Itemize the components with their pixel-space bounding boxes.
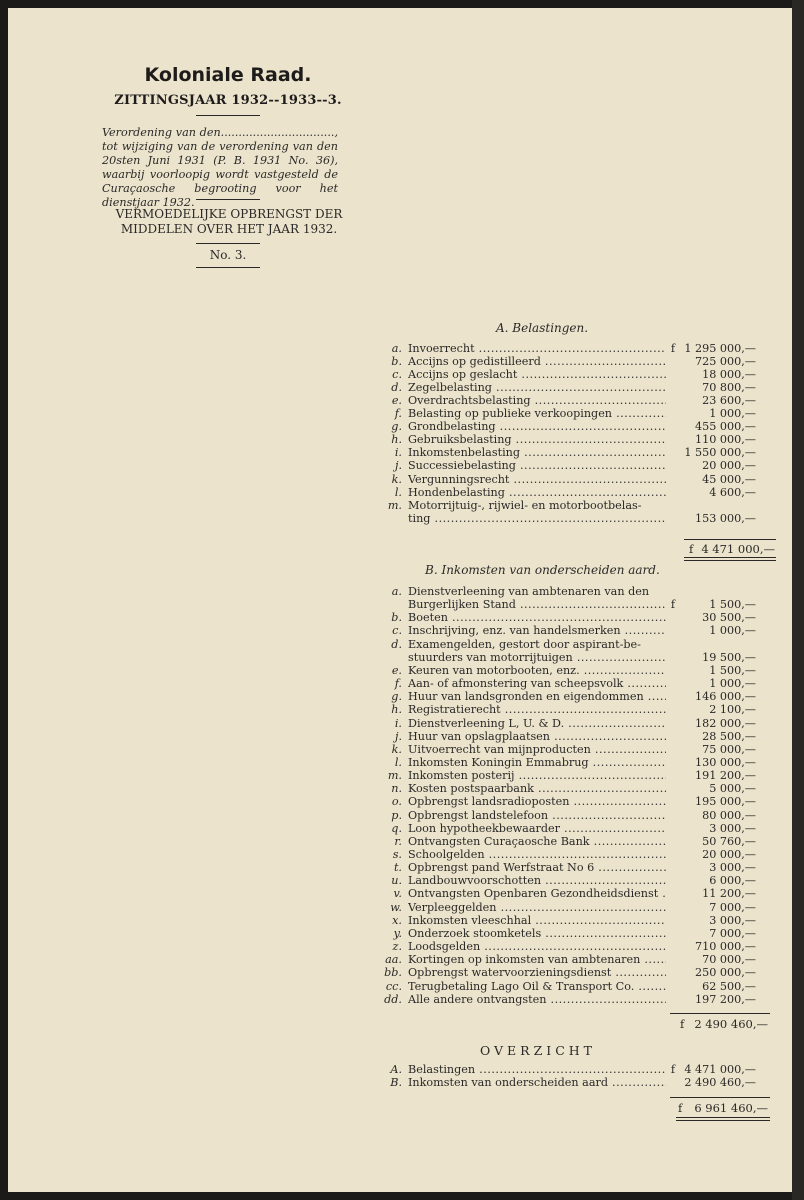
grand-total-currency: f bbox=[678, 1101, 683, 1115]
divider bbox=[196, 267, 260, 268]
list-item bbox=[380, 446, 760, 459]
item-amount: 23 600,— bbox=[702, 394, 756, 408]
item-label: Hondenbelasting ..... bbox=[408, 486, 666, 499]
item-letter: o. bbox=[391, 795, 402, 809]
item-letter: d. bbox=[391, 381, 402, 395]
item-label: ting ..... bbox=[408, 512, 666, 525]
item-label: Onderzoek stoomketels ..... bbox=[408, 927, 666, 940]
list-item bbox=[380, 624, 760, 637]
list-item bbox=[380, 809, 760, 822]
total-double-rule bbox=[676, 1120, 770, 1121]
item-label: Motorrijtuig-, rijwiel- en motorbootbelas- bbox=[408, 498, 642, 512]
list-item bbox=[380, 874, 760, 887]
item-amount: 153 000,— bbox=[694, 511, 756, 525]
item-label: Opbrengst landsradioposten ..... bbox=[408, 795, 666, 808]
item-letter: b. bbox=[391, 355, 402, 369]
list-item bbox=[380, 394, 760, 407]
item-letter: l. bbox=[394, 755, 402, 769]
item-letter: cc. bbox=[385, 979, 402, 993]
section-b-total-currency: f bbox=[680, 1017, 685, 1031]
item-label: Opbrengst pand Werfstraat No 6 ..... bbox=[408, 861, 666, 874]
item-letter: c. bbox=[392, 624, 402, 638]
list-item bbox=[380, 638, 760, 651]
item-letter: m. bbox=[387, 769, 402, 783]
item-letter: z. bbox=[392, 940, 402, 954]
item-amount: 45 000,— bbox=[702, 472, 756, 486]
item-letter: dd. bbox=[384, 992, 402, 1006]
item-amount: 5 000,— bbox=[709, 782, 756, 796]
item-label: Keuren van motorbooten, enz. ..... bbox=[408, 664, 666, 677]
item-label: stuurders van motorrijtuigen ..... bbox=[408, 651, 666, 664]
item-letter: k. bbox=[391, 742, 402, 756]
item-amount: 130 000,— bbox=[694, 755, 756, 769]
item-label: Inkomsten van onderscheiden aard ..... bbox=[408, 1076, 666, 1089]
item-letter: a. bbox=[391, 585, 402, 598]
item-label: Loodsgelden ..... bbox=[408, 940, 666, 953]
item-label: Accijns op gedistilleerd ..... bbox=[408, 355, 666, 368]
list-item bbox=[380, 459, 760, 472]
total-double-rule bbox=[684, 560, 776, 561]
section-b-title: B. Inkomsten van onderscheiden aard. bbox=[425, 563, 660, 577]
item-label: Invoerrecht ..... bbox=[408, 342, 666, 355]
item-letter: a. bbox=[391, 342, 402, 355]
item-label: Accijns op geslacht ..... bbox=[408, 368, 666, 381]
list-item bbox=[380, 795, 760, 808]
item-amount: 182 000,— bbox=[694, 716, 756, 730]
item-amount: 1 500,— bbox=[709, 663, 756, 677]
item-label: Vergunningsrecht ..... bbox=[408, 473, 666, 486]
item-amount: 50 760,— bbox=[702, 834, 756, 848]
section-a-total-currency: f bbox=[689, 542, 694, 556]
item-label: Gebruiksbelasting ..... bbox=[408, 433, 666, 446]
item-label: Ontvangsten Curaçaosche Bank ..... bbox=[408, 835, 666, 848]
list-item bbox=[380, 499, 760, 512]
ordinance-description: Verordening van den................................, tot wijziging van de verordening van den 20sten Juni 1931 (P. B. 1931 No. 36), waarbij voorloopig wordt vastgesteld de Curaçaosche begrooting voor het dienstjaar 1932. bbox=[102, 126, 338, 209]
grand-total-amount: 6 961 460,— bbox=[694, 1101, 768, 1115]
list-item bbox=[380, 848, 760, 861]
page-edge bbox=[792, 0, 804, 1200]
list-item bbox=[380, 756, 760, 769]
item-amount: 80 000,— bbox=[702, 808, 756, 822]
item-letter: i. bbox=[394, 716, 402, 730]
list-item bbox=[380, 407, 760, 420]
item-amount: 30 500,— bbox=[702, 611, 756, 625]
page-title: Koloniale Raad. bbox=[144, 64, 312, 86]
item-amount: 1 295 000,— bbox=[684, 342, 756, 355]
list-item bbox=[380, 966, 760, 979]
list-item bbox=[380, 1063, 760, 1076]
item-amount: 20 000,— bbox=[702, 459, 756, 473]
item-amount: 4 471 000,— bbox=[684, 1063, 756, 1076]
list-item bbox=[380, 703, 760, 716]
item-amount: 7 000,— bbox=[709, 900, 756, 914]
overview-title: OVERZICHT bbox=[480, 1043, 597, 1058]
session-year: ZITTINGSJAAR 1932--1933--3. bbox=[114, 93, 342, 108]
item-amount: 28 500,— bbox=[702, 729, 756, 743]
item-amount: 19 500,— bbox=[702, 650, 756, 664]
item-label: Huur van landsgronden en eigendommen ..... bbox=[408, 690, 666, 703]
list-item bbox=[380, 993, 760, 1006]
list-item bbox=[380, 835, 760, 848]
item-letter: b. bbox=[391, 611, 402, 625]
list-item bbox=[380, 512, 760, 525]
total-double-rule bbox=[684, 557, 776, 558]
list-item bbox=[380, 980, 760, 993]
item-amount: 18 000,— bbox=[702, 368, 756, 382]
section-b-total-amount: 2 490 460,— bbox=[694, 1017, 768, 1031]
section-a-title: A. Belastingen. bbox=[496, 321, 589, 335]
item-letter: f. bbox=[394, 677, 402, 691]
item-amount: 2 100,— bbox=[709, 703, 756, 717]
item-label: Zegelbelasting ..... bbox=[408, 381, 666, 394]
item-label: Verpleeggelden ..... bbox=[408, 901, 666, 914]
item-letter: f. bbox=[394, 407, 402, 421]
item-label: Dienstverleening L, U. & D. ..... bbox=[408, 717, 666, 730]
list-item bbox=[380, 355, 760, 368]
item-letter: bb. bbox=[384, 966, 402, 980]
list-item bbox=[380, 598, 760, 611]
list-item bbox=[380, 677, 760, 690]
item-label: Grondbelasting ..... bbox=[408, 420, 666, 433]
item-letter: u. bbox=[391, 874, 402, 888]
list-item bbox=[380, 730, 760, 743]
list-item bbox=[380, 486, 760, 499]
item-letter: v. bbox=[393, 887, 402, 901]
list-item bbox=[380, 769, 760, 782]
item-letter: p. bbox=[391, 808, 402, 822]
list-item bbox=[380, 381, 760, 394]
list-item bbox=[380, 887, 760, 900]
item-label: Opbrengst watervoorzieningsdienst ..... bbox=[408, 966, 666, 979]
heading-line-1: VERMOEDELIJKE OPBRENGST DER bbox=[115, 207, 343, 221]
item-label: Belastingen ..... bbox=[408, 1063, 666, 1076]
subtotal-rule bbox=[684, 539, 776, 540]
section-heading bbox=[100, 207, 358, 237]
item-letter: r. bbox=[394, 834, 402, 848]
item-letter: m. bbox=[387, 498, 402, 512]
list-item bbox=[380, 743, 760, 756]
item-label: Inkomsten Koningin Emmabrug ..... bbox=[408, 756, 666, 769]
item-currency: f bbox=[670, 598, 676, 612]
subtotal-rule bbox=[670, 1013, 770, 1014]
item-label: Uitvoerrecht van mijnproducten ..... bbox=[408, 743, 666, 756]
item-amount: 70 000,— bbox=[702, 953, 756, 967]
item-letter: h. bbox=[391, 703, 402, 717]
item-amount: 75 000,— bbox=[702, 742, 756, 756]
item-label: Kosten postspaarbank ..... bbox=[408, 782, 666, 795]
divider bbox=[196, 199, 260, 200]
list-item bbox=[380, 822, 760, 835]
item-label: Terugbetaling Lago Oil & Transport Co. ..... bbox=[408, 980, 666, 993]
item-label: Schoolgelden ..... bbox=[408, 848, 666, 861]
item-label: Opbrengst landstelefoon ..... bbox=[408, 809, 666, 822]
item-amount: 110 000,— bbox=[694, 433, 756, 447]
item-letter: j. bbox=[394, 729, 402, 743]
item-label: Ontvangsten Openbaren Gezondheidsdienst ..... bbox=[408, 887, 666, 900]
divider bbox=[196, 115, 260, 116]
list-item bbox=[380, 690, 760, 703]
list-item bbox=[380, 651, 760, 664]
item-label: Alle andere ontvangsten ..... bbox=[408, 993, 666, 1006]
item-amount: 2 490 460,— bbox=[684, 1076, 756, 1090]
item-amount: 191 200,— bbox=[694, 769, 756, 783]
item-amount: 1 000,— bbox=[709, 624, 756, 638]
item-letter: s. bbox=[392, 848, 402, 861]
list-item bbox=[380, 927, 760, 940]
item-letter: k. bbox=[391, 472, 402, 486]
list-item bbox=[380, 717, 760, 730]
section-a-total-amount: 4 471 000,— bbox=[701, 542, 775, 556]
item-amount: 725 000,— bbox=[694, 355, 756, 369]
list-item bbox=[380, 914, 760, 927]
item-letter: B. bbox=[390, 1076, 402, 1090]
list-item bbox=[380, 585, 760, 598]
item-label: Boeten ..... bbox=[408, 611, 666, 624]
list-item bbox=[380, 420, 760, 433]
item-letter: d. bbox=[391, 637, 402, 651]
list-item bbox=[380, 953, 760, 966]
item-letter: g. bbox=[391, 420, 402, 434]
divider bbox=[196, 243, 260, 244]
item-amount: 70 800,— bbox=[702, 381, 756, 395]
item-letter: h. bbox=[391, 433, 402, 447]
item-label: Kortingen op inkomsten van ambtenaren ..... bbox=[408, 953, 666, 966]
list-item bbox=[380, 342, 760, 355]
item-letter: x. bbox=[392, 913, 402, 927]
item-label: Aan- of afmonstering van scheepsvolk ..... bbox=[408, 677, 666, 690]
item-currency: f bbox=[670, 342, 676, 355]
item-label: Inkomsten vleeschhal ..... bbox=[408, 914, 666, 927]
list-item bbox=[380, 1076, 760, 1089]
item-amount: 1 550 000,— bbox=[684, 446, 756, 460]
subtotal-rule bbox=[670, 1097, 770, 1098]
item-amount: 3 000,— bbox=[709, 821, 756, 835]
item-letter: l. bbox=[394, 485, 402, 499]
item-amount: 6 000,— bbox=[709, 874, 756, 888]
item-letter: e. bbox=[391, 394, 402, 408]
item-letter: g. bbox=[391, 690, 402, 704]
item-label: Huur van opslagplaatsen ..... bbox=[408, 730, 666, 743]
item-amount: 7 000,— bbox=[709, 926, 756, 940]
item-letter: j. bbox=[394, 459, 402, 473]
item-letter: e. bbox=[391, 663, 402, 677]
item-amount: 455 000,— bbox=[694, 420, 756, 434]
item-amount: 1 000,— bbox=[709, 677, 756, 691]
list-item bbox=[380, 611, 760, 624]
item-letter: y. bbox=[393, 926, 402, 940]
item-label: Inkomstenbelasting ..... bbox=[408, 446, 666, 459]
item-amount: 250 000,— bbox=[694, 966, 756, 980]
item-amount: 3 000,— bbox=[709, 861, 756, 875]
list-item bbox=[380, 664, 760, 677]
item-amount: 62 500,— bbox=[702, 979, 756, 993]
item-currency: f bbox=[670, 1063, 676, 1076]
item-amount: 195 000,— bbox=[694, 795, 756, 809]
list-item bbox=[380, 433, 760, 446]
item-letter: c. bbox=[392, 368, 402, 382]
list-item bbox=[380, 473, 760, 486]
item-amount: 197 200,— bbox=[694, 992, 756, 1006]
item-label: Inkomsten posterij ..... bbox=[408, 769, 666, 782]
item-label: Inschrijving, enz. van handelsmerken ..... bbox=[408, 624, 666, 637]
item-letter: w. bbox=[390, 900, 402, 914]
item-label: Loon hypotheekbewaarder ..... bbox=[408, 822, 666, 835]
item-label: Registratierecht ..... bbox=[408, 703, 666, 716]
item-label: Examengelden, gestort door aspirant-be- bbox=[408, 637, 641, 651]
list-item bbox=[380, 368, 760, 381]
list-item bbox=[380, 782, 760, 795]
item-amount: 1 500,— bbox=[709, 598, 756, 612]
item-letter: A. bbox=[390, 1063, 402, 1076]
list-item bbox=[380, 940, 760, 953]
item-label: Landbouwvoorschotten ..... bbox=[408, 874, 666, 887]
item-label: Successiebelasting ..... bbox=[408, 459, 666, 472]
item-letter: t. bbox=[393, 861, 402, 875]
item-letter: n. bbox=[391, 782, 402, 796]
item-letter: aa. bbox=[385, 953, 402, 967]
total-double-rule bbox=[676, 1117, 770, 1118]
item-amount: 20 000,— bbox=[702, 848, 756, 861]
item-label: Overdrachtsbelasting ..... bbox=[408, 394, 666, 407]
item-letter: q. bbox=[391, 821, 402, 835]
item-label: Burgerlijken Stand ..... bbox=[408, 598, 666, 611]
item-label: Belasting op publieke verkoopingen ..... bbox=[408, 407, 666, 420]
item-amount: 146 000,— bbox=[694, 690, 756, 704]
list-item bbox=[380, 901, 760, 914]
item-amount: 4 600,— bbox=[709, 485, 756, 499]
item-amount: 1 000,— bbox=[709, 407, 756, 421]
item-amount: 11 200,— bbox=[702, 887, 756, 901]
list-item bbox=[380, 861, 760, 874]
heading-line-2: MIDDELEN OVER HET JAAR 1932. bbox=[120, 222, 338, 236]
item-letter: i. bbox=[394, 446, 402, 460]
item-amount: 3 000,— bbox=[709, 913, 756, 927]
item-amount: 710 000,— bbox=[694, 940, 756, 954]
document-number: No. 3. bbox=[209, 248, 247, 262]
item-label: Dienstverleening van ambtenaren van den bbox=[408, 585, 650, 598]
